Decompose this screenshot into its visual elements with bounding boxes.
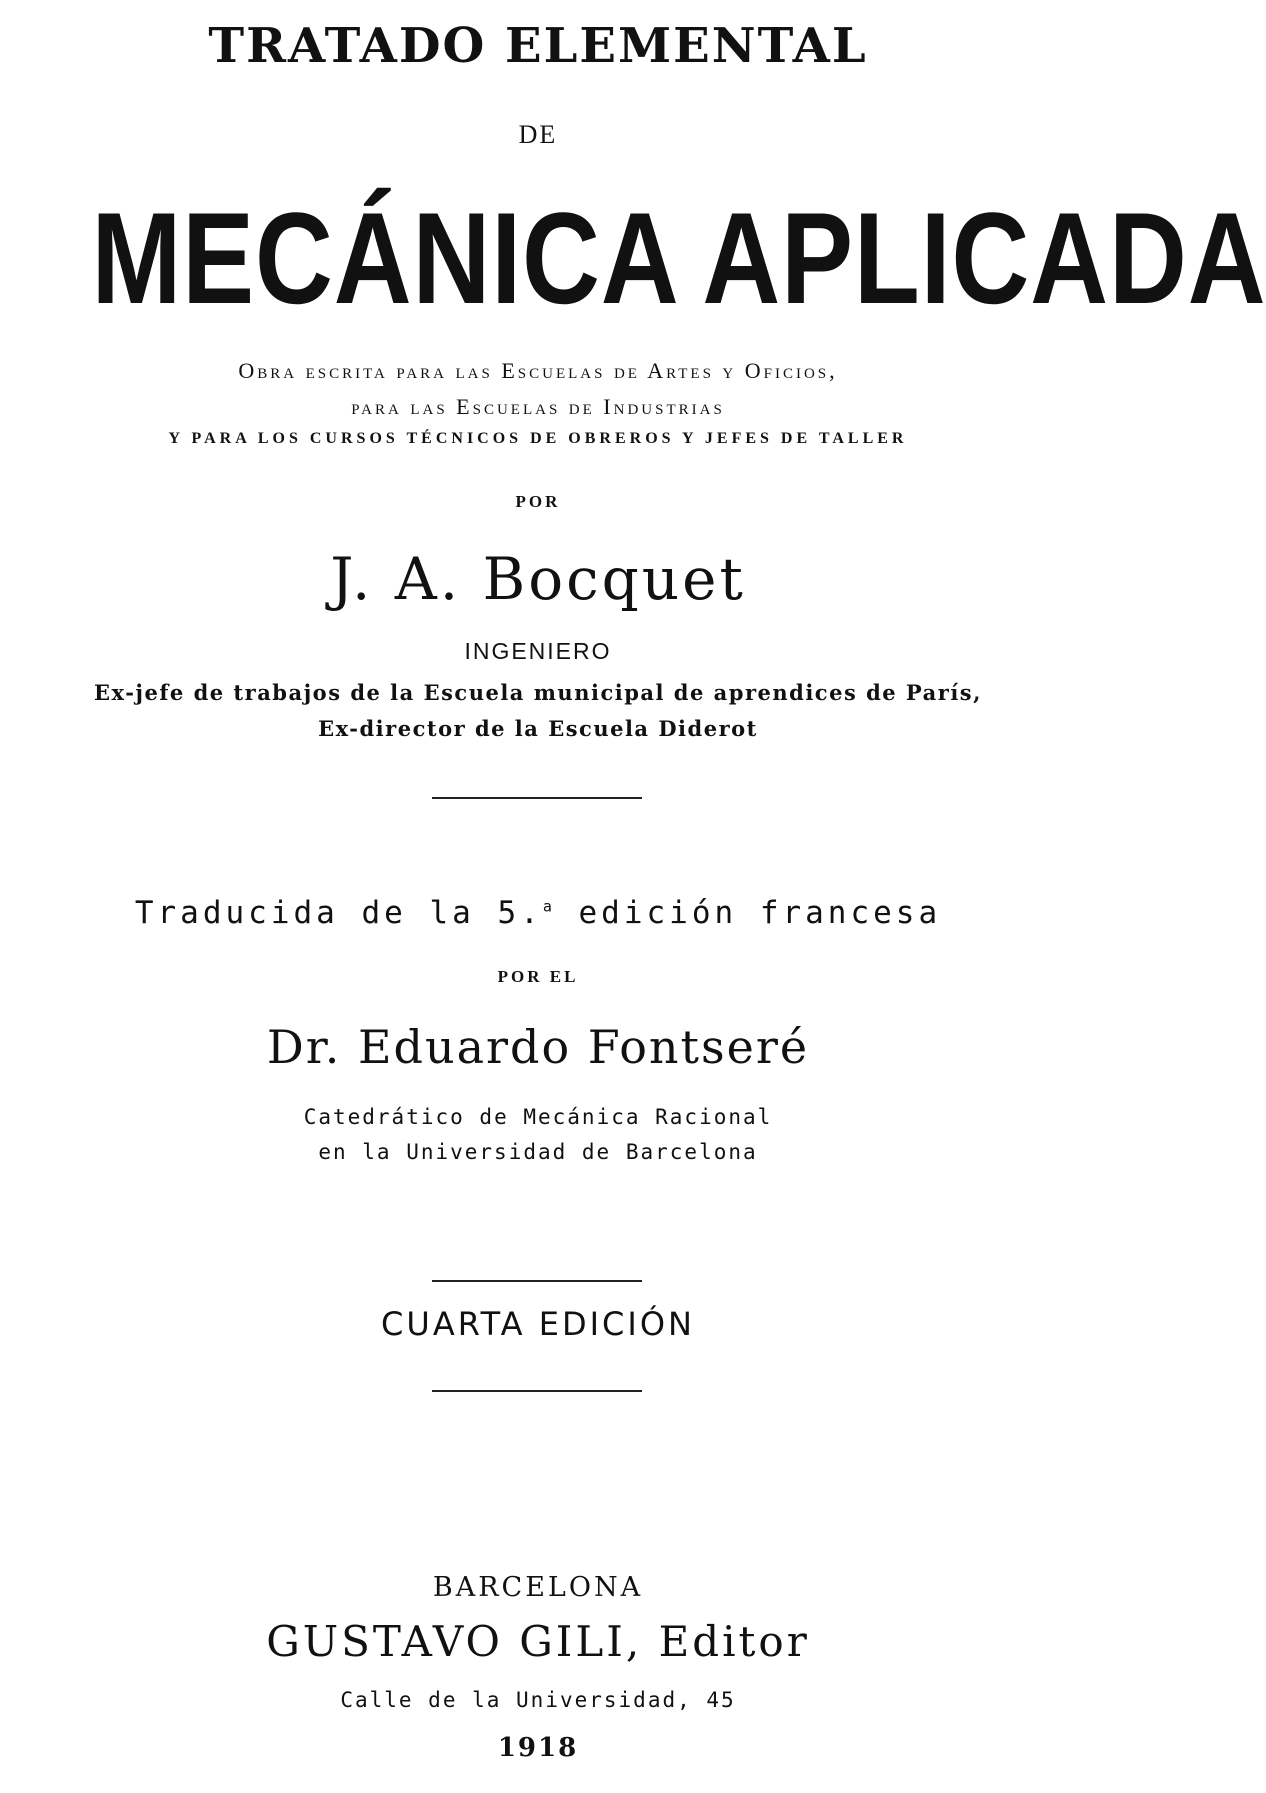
- title-line-1: TRATADO ELEMENTAL: [208, 18, 868, 74]
- imprint-publisher: GUSTAVO GILI, Editor: [266, 1617, 810, 1666]
- edition-label: CUARTA EDICIÓN: [381, 1305, 695, 1343]
- translator-credential-2: en la Universidad de Barcelona: [318, 1140, 758, 1164]
- divider-2: [432, 1280, 642, 1282]
- imprint-address: Calle de la Universidad, 45: [340, 1688, 736, 1712]
- translator-name: Dr. Eduardo Fontseré: [266, 1020, 810, 1074]
- imprint-year: 1918: [497, 1733, 579, 1763]
- subtitle-line-2: para las Escuelas de Industrias: [351, 394, 725, 419]
- translation-note-sup: a: [542, 897, 556, 916]
- imprint-city: BARCELONA: [432, 1572, 644, 1603]
- subtitle-line-1: Obra escrita para las Escuelas de Artes y Oficios,: [238, 358, 838, 383]
- translation-note: [0, 895, 1076, 931]
- divider-3: [432, 1390, 642, 1392]
- translator-credential-1: Catedrático de Mecánica Racional: [303, 1105, 773, 1129]
- translator-by-label: POR EL: [497, 967, 579, 986]
- author-name: J. A. Bocquet: [330, 545, 746, 613]
- divider-1: [432, 797, 642, 799]
- author-role: INGENIERO: [464, 638, 612, 664]
- author-credential-1: Ex-jefe de trabajos de la Escuela municipal de aprendices de París,: [94, 680, 982, 705]
- translation-note-post: edición francesa: [555, 895, 942, 931]
- author-credential-2: Ex-director de la Escuela Diderot: [318, 716, 758, 741]
- subtitle-line-3: Y PARA LOS CURSOS TÉCNICOS DE OBREROS Y JEFES DE TALLER: [168, 430, 908, 447]
- title-line-2: DE: [518, 120, 558, 149]
- author-by-label: POR: [515, 492, 561, 511]
- translation-note-pre: Traducida de la 5.: [134, 895, 543, 931]
- main-title: MECÁNICA APLICADA: [91, 185, 1266, 331]
